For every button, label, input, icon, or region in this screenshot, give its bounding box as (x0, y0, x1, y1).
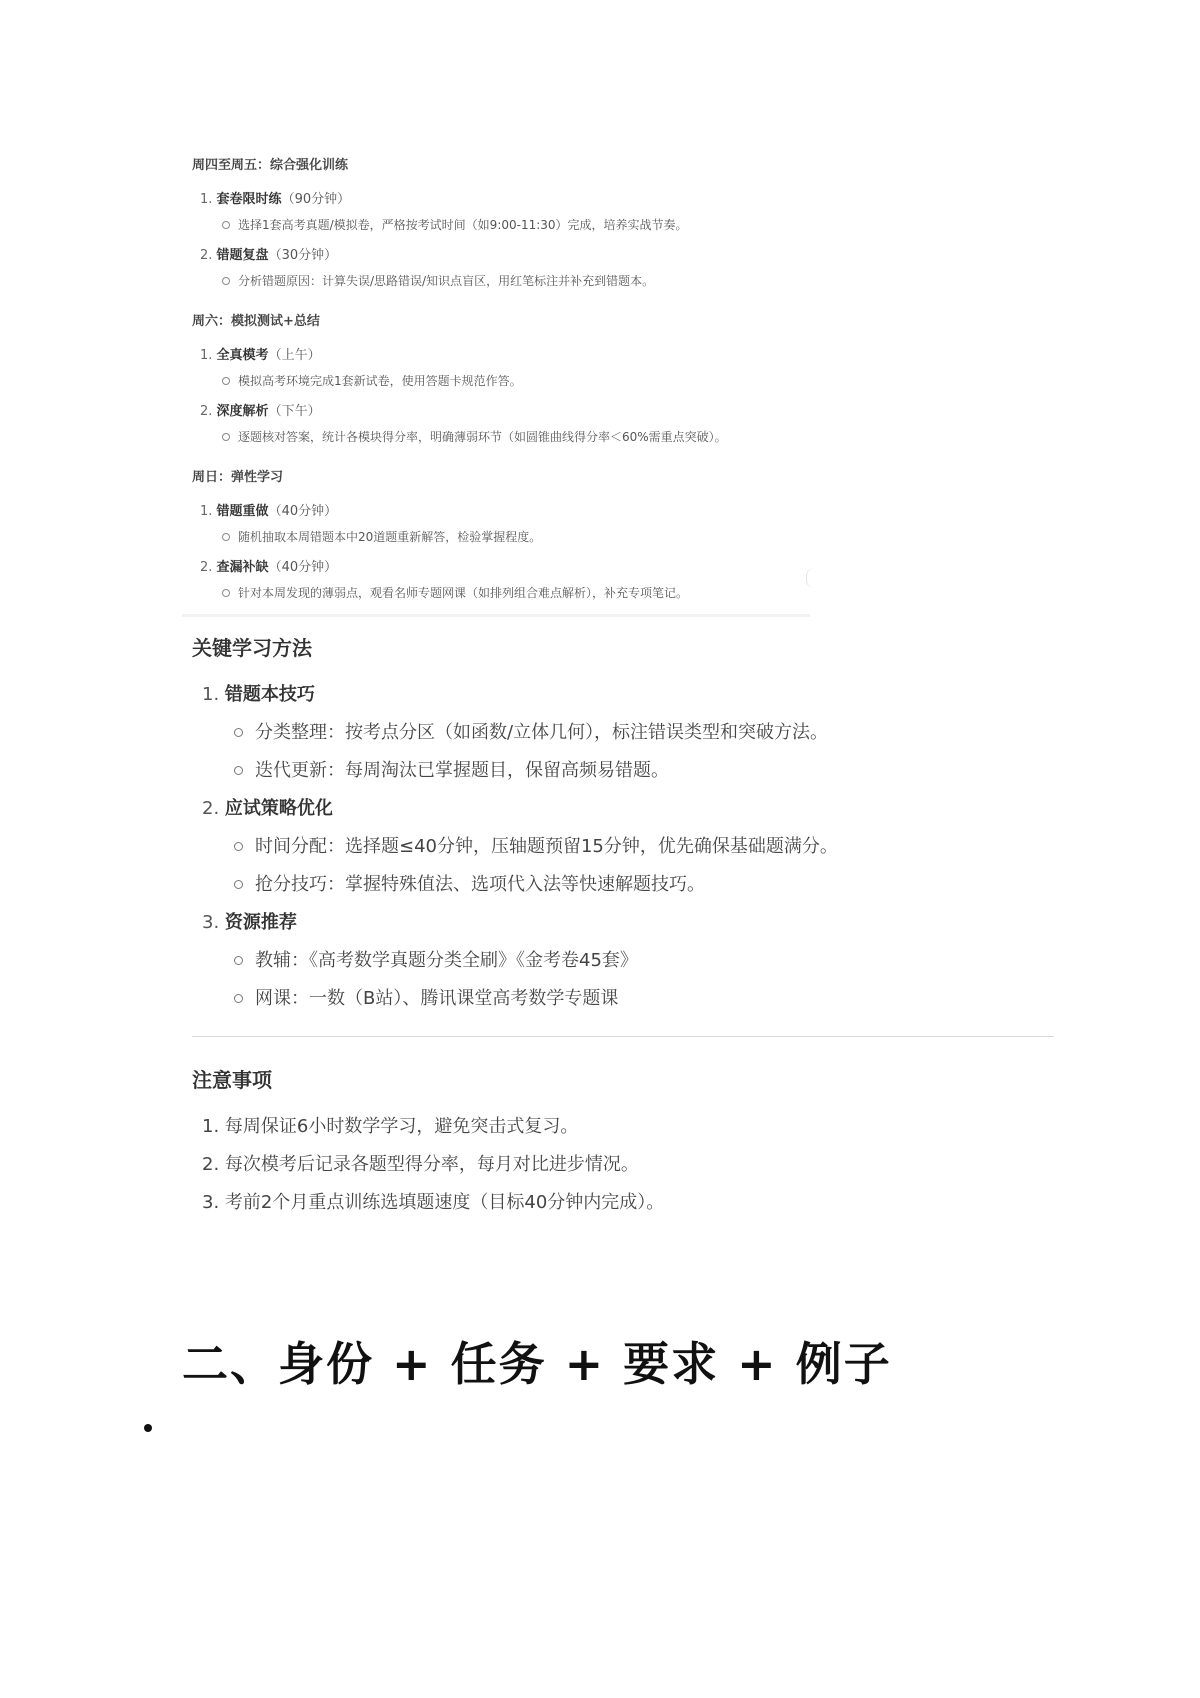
list-item: 2. 每次模考后记录各题型得分率，每月对比进步情况。 (202, 1154, 639, 1175)
list-sub-item: 模拟高考环境完成1套新试卷，使用答题卡规范作答。 (222, 372, 522, 389)
list-item: 1. 错题本技巧 (202, 684, 315, 705)
circle-bullet-icon (234, 728, 243, 737)
methods-heading: 关键学习方法 (192, 636, 312, 660)
list-sub-item: 抢分技巧：掌握特殊值法、选项代入法等快速解题技巧。 (234, 870, 705, 896)
section-title-sun: 周日：弹性学习 (192, 470, 284, 485)
list-item: 2. 应试策略优化 (202, 798, 333, 819)
list-sub-item: 教辅：《高考数学真题分类全刷》《金考卷45套》 (234, 946, 638, 972)
list-sub-item: 网课：一数（B站）、腾讯课堂高考数学专题课 (234, 984, 618, 1010)
list-sub-item: 随机抽取本周错题本中20道题重新解答，检验掌握程度。 (222, 528, 541, 545)
list-item: 2. 错题复盘（30分钟） (200, 248, 338, 263)
list-item: 1. 错题重做（40分钟） (200, 504, 338, 519)
circle-bullet-icon (234, 842, 243, 851)
circle-bullet-icon (222, 433, 230, 441)
methods-screenshot (182, 618, 1057, 1214)
list-item: 3. 考前2个月重点训练选填题速度（目标40分钟内完成）。 (202, 1192, 665, 1213)
list-sub-item: 分析错题原因：计算失误/思路错误/知识点盲区，用红笔标注并补充到错题本。 (222, 272, 654, 289)
circle-bullet-icon (222, 589, 230, 597)
bullet-dot-icon (144, 1424, 152, 1432)
list-sub-item: 针对本周发现的薄弱点，观看名师专题网课（如排列组合难点解析），补充专项笔记。 (222, 584, 688, 601)
circle-bullet-icon (222, 277, 230, 285)
list-item: 2. 深度解析（下午） (200, 404, 321, 419)
section-heading: 二、身份 + 任务 + 要求 + 例子 (182, 1337, 892, 1391)
list-sub-item: 分类整理：按考点分区（如函数/立体几何），标注错误类型和突破方法。 (234, 718, 828, 744)
circle-bullet-icon (222, 533, 230, 541)
notes-heading: 注意事项 (192, 1068, 272, 1092)
circle-bullet-icon (222, 377, 230, 385)
circle-bullet-icon (222, 221, 230, 229)
circle-bullet-icon (234, 994, 243, 1003)
scroll-edge-marker (806, 568, 815, 588)
list-sub-item: 迭代更新：每周淘汰已掌握题目，保留高频易错题。 (234, 756, 669, 782)
list-sub-item: 选择1套高考真题/模拟卷，严格按考试时间（如9:00-11:30）完成，培养实战节奏。 (222, 216, 688, 233)
list-item: 2. 查漏补缺（40分钟） (200, 560, 338, 575)
schedule-screenshot (182, 148, 810, 617)
list-sub-item: 逐题核对答案，统计各模块得分率，明确薄弱环节（如圆锥曲线得分率＜60%需重点突破）。 (222, 428, 727, 445)
circle-bullet-icon (234, 880, 243, 889)
list-item: 3. 资源推荐 (202, 912, 297, 933)
list-item: 1. 套卷限时练（90分钟） (200, 192, 351, 207)
section-divider (192, 1036, 1054, 1037)
circle-bullet-icon (234, 766, 243, 775)
section-title-sat: 周六：模拟测试+总结 (192, 314, 320, 329)
section-title-thu-fri: 周四至周五：综合强化训练 (192, 158, 349, 173)
list-item: 1. 每周保证6小时数学学习，避免突击式复习。 (202, 1116, 579, 1137)
circle-bullet-icon (234, 956, 243, 965)
list-sub-item: 时间分配：选择题≤40分钟，压轴题预留15分钟，优先确保基础题满分。 (234, 832, 838, 858)
list-item: 1. 全真模考（上午） (200, 348, 321, 363)
